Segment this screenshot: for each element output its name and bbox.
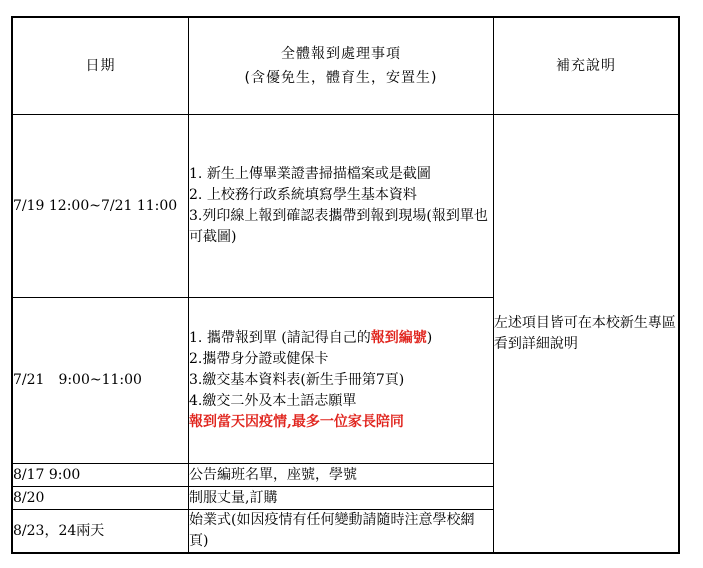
- row-items: [189, 298, 494, 464]
- header-notes: 補充說明: [493, 17, 679, 115]
- row-items: [189, 115, 494, 298]
- table-header-row: [12, 17, 679, 115]
- list-item: 3.繳交基本資料表(新生手冊第7頁): [189, 372, 405, 388]
- enrollment-schedule-table: [11, 16, 680, 554]
- highlighted-text: 報到編號: [370, 330, 427, 346]
- warning-text: 報到當天因疫情,最多一位家長陪同: [189, 414, 404, 430]
- list-item: 3.列印線上報到確認表攜帶到報到現場(報到單也可截圖): [189, 208, 488, 245]
- list-item: 始業式(如因疫情有任何變動請隨時注意學校網頁): [189, 512, 475, 549]
- header-date: 日期: [12, 17, 189, 115]
- row-items: [189, 464, 494, 487]
- header-items-subtitle: (含優免生，體育生，安置生): [244, 70, 438, 86]
- list-item: 制服丈量,訂購: [189, 489, 278, 506]
- row-date: 7/19 12:00~7/21 11:00: [12, 115, 189, 298]
- header-items: [189, 17, 494, 115]
- item-text: 1. 攜帶報到單 (請記得自己的: [189, 330, 371, 346]
- list-item: 2. 上校務行政系統填寫學生基本資料: [189, 187, 417, 203]
- row-date: 8/20: [12, 487, 189, 510]
- row-date: 8/17 9:00: [12, 464, 189, 487]
- list-item: 1. 新生上傳畢業證書掃描檔案或是截圖: [189, 166, 431, 182]
- list-item: 2.攜帶身分證或健保卡: [189, 351, 329, 367]
- item-text: ): [426, 330, 433, 346]
- list-item: [189, 328, 493, 349]
- table-row: [12, 115, 679, 298]
- header-items-title: 全體報到處理事項: [280, 46, 401, 62]
- list-item: 4.繳交二外及本土語志願單: [189, 393, 357, 409]
- row-date: 7/21 9:00~11:00: [12, 298, 189, 464]
- list-item: 公告編班名單，座號，學號: [189, 466, 358, 483]
- row-items: [189, 487, 494, 510]
- row-date: 8/23，24兩天: [12, 510, 189, 554]
- notes-cell: 左述項目皆可在本校新生專區看到詳細說明: [493, 115, 679, 554]
- row-items: [189, 510, 494, 554]
